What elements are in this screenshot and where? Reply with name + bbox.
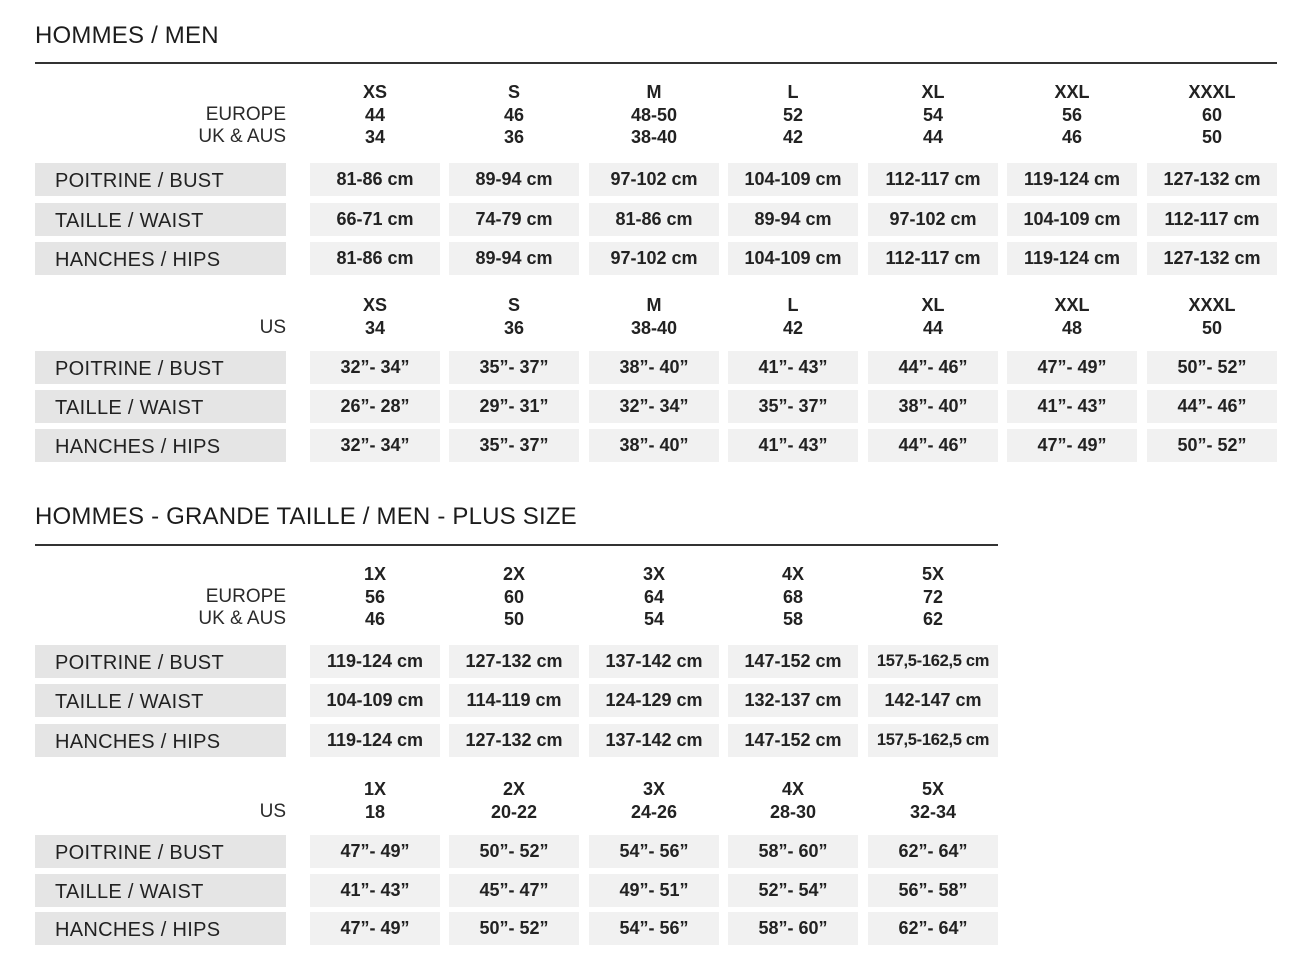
- men-title-rule: [35, 62, 1277, 64]
- table-cell: 41”- 43”: [310, 874, 440, 907]
- size-header: 4X: [781, 779, 805, 799]
- plus-title-rule: [35, 544, 998, 546]
- table-cell: 89-94 cm: [449, 163, 579, 196]
- men-metric-label-europe: EUROPE: [205, 104, 286, 125]
- us-size: 42: [782, 318, 804, 338]
- table-cell: 58”- 60”: [728, 835, 858, 868]
- row-label-bust: POITRINE / BUST: [35, 835, 286, 868]
- row-label-hips: HANCHES / HIPS: [35, 429, 286, 462]
- row-label-waist: TAILLE / WAIST: [35, 874, 286, 907]
- size-header: 2X: [502, 779, 526, 799]
- table-cell: 142-147 cm: [868, 684, 998, 717]
- size-header: 3X: [642, 564, 666, 584]
- uk-size: 62: [922, 609, 944, 629]
- table-cell: 50”- 52”: [1147, 429, 1277, 462]
- europe-size: 54: [922, 105, 944, 125]
- table-cell: 89-94 cm: [449, 242, 579, 275]
- europe-size: 46: [503, 105, 525, 125]
- table-cell: 47”- 49”: [1007, 429, 1137, 462]
- table-cell: 58”- 60”: [728, 912, 858, 945]
- table-cell: 62”- 64”: [868, 835, 998, 868]
- size-header: 3X: [642, 779, 666, 799]
- table-cell: 119-124 cm: [1007, 242, 1137, 275]
- table-cell: 26”- 28”: [310, 390, 440, 423]
- table-cell: 89-94 cm: [728, 203, 858, 236]
- table-cell: 38”- 40”: [589, 351, 719, 384]
- plus-section-title: [35, 503, 577, 531]
- row-label-waist: TAILLE / WAIST: [35, 203, 286, 236]
- table-cell: 29”- 31”: [449, 390, 579, 423]
- size-header: M: [646, 295, 662, 315]
- table-cell: 50”- 52”: [449, 912, 579, 945]
- europe-size: 72: [922, 587, 944, 607]
- europe-size: 48-50: [630, 105, 678, 125]
- uk-size: 46: [364, 609, 386, 629]
- men-metric-label-uk: UK & AUS: [198, 126, 286, 147]
- table-cell: 112-117 cm: [868, 242, 998, 275]
- us-size: 24-26: [630, 802, 678, 822]
- men-section-title: [35, 22, 219, 50]
- table-cell: 35”- 37”: [449, 429, 579, 462]
- table-cell: 104-109 cm: [310, 684, 440, 717]
- size-header: XXL: [1054, 295, 1090, 315]
- size-header: 1X: [363, 564, 387, 584]
- uk-size: 54: [643, 609, 665, 629]
- size-header: L: [787, 82, 799, 102]
- table-cell: 127-132 cm: [1147, 163, 1277, 196]
- us-size: 34: [364, 318, 386, 338]
- size-header: S: [507, 82, 520, 102]
- table-cell: 119-124 cm: [310, 724, 440, 757]
- table-cell: 114-119 cm: [449, 684, 579, 717]
- uk-size: 50: [503, 609, 525, 629]
- size-header: XXXL: [1188, 295, 1236, 315]
- table-cell: 47”- 49”: [310, 835, 440, 868]
- table-cell: 50”- 52”: [1147, 351, 1277, 384]
- table-cell: 41”- 43”: [728, 429, 858, 462]
- row-label-waist: TAILLE / WAIST: [35, 390, 286, 423]
- table-cell: 44”- 46”: [1147, 390, 1277, 423]
- row-label-waist: TAILLE / WAIST: [35, 684, 286, 717]
- size-header: M: [646, 82, 662, 102]
- uk-size: 36: [503, 127, 525, 147]
- table-cell: 97-102 cm: [868, 203, 998, 236]
- plus-title-plus-size: - PLUS SIZE: [430, 503, 577, 530]
- table-cell: 32”- 34”: [310, 429, 440, 462]
- size-header: XS: [362, 82, 387, 102]
- table-cell: 97-102 cm: [589, 242, 719, 275]
- table-cell: 157,5-162,5 cm: [868, 645, 998, 678]
- table-cell: 32”- 34”: [589, 390, 719, 423]
- row-label-bust: POITRINE / BUST: [35, 645, 286, 678]
- table-cell: 47”- 49”: [310, 912, 440, 945]
- row-label-bust: POITRINE / BUST: [35, 351, 286, 384]
- table-cell: 41”- 43”: [1007, 390, 1137, 423]
- row-label-hips: HANCHES / HIPS: [35, 912, 286, 945]
- table-cell: 74-79 cm: [449, 203, 579, 236]
- uk-size: 34: [364, 127, 386, 147]
- table-cell: 66-71 cm: [310, 203, 440, 236]
- table-cell: 124-129 cm: [589, 684, 719, 717]
- table-cell: 54”- 56”: [589, 912, 719, 945]
- europe-size: 52: [782, 105, 804, 125]
- size-header: 4X: [781, 564, 805, 584]
- table-cell: 81-86 cm: [589, 203, 719, 236]
- table-cell: 38”- 40”: [589, 429, 719, 462]
- men-us-label: US: [259, 317, 286, 338]
- table-cell: 32”- 34”: [310, 351, 440, 384]
- uk-size: 38-40: [630, 127, 678, 147]
- table-cell: 112-117 cm: [1147, 203, 1277, 236]
- us-size: 20-22: [490, 802, 538, 822]
- table-cell: 35”- 37”: [449, 351, 579, 384]
- europe-size: 60: [503, 587, 525, 607]
- table-cell: 44”- 46”: [868, 351, 998, 384]
- table-cell: 137-142 cm: [589, 645, 719, 678]
- table-cell: 104-109 cm: [1007, 203, 1137, 236]
- table-cell: 45”- 47”: [449, 874, 579, 907]
- us-size: 18: [364, 802, 386, 822]
- size-header: XL: [921, 295, 945, 315]
- table-cell: 119-124 cm: [1007, 163, 1137, 196]
- table-cell: 127-132 cm: [1147, 242, 1277, 275]
- europe-size: 56: [1061, 105, 1083, 125]
- table-cell: 56”- 58”: [868, 874, 998, 907]
- size-header: XXXL: [1188, 82, 1236, 102]
- size-header: XL: [921, 82, 945, 102]
- size-header: S: [507, 295, 520, 315]
- europe-size: 60: [1201, 105, 1223, 125]
- table-cell: 127-132 cm: [449, 645, 579, 678]
- row-label-bust: POITRINE / BUST: [35, 163, 286, 196]
- table-cell: 50”- 52”: [449, 835, 579, 868]
- europe-size: 56: [364, 587, 386, 607]
- us-size: 50: [1201, 318, 1223, 338]
- plus-title-men: MEN: [376, 503, 431, 530]
- table-cell: 137-142 cm: [589, 724, 719, 757]
- table-cell: 52”- 54”: [728, 874, 858, 907]
- table-cell: 147-152 cm: [728, 724, 858, 757]
- table-cell: 119-124 cm: [310, 645, 440, 678]
- uk-size: 44: [922, 127, 944, 147]
- row-label-hips: HANCHES / HIPS: [35, 242, 286, 275]
- us-size: 28-30: [769, 802, 817, 822]
- table-cell: 81-86 cm: [310, 163, 440, 196]
- size-header: 1X: [363, 779, 387, 799]
- table-cell: 35”- 37”: [728, 390, 858, 423]
- table-cell: 49”- 51”: [589, 874, 719, 907]
- europe-size: 64: [643, 587, 665, 607]
- size-header: 5X: [921, 564, 945, 584]
- table-cell: 104-109 cm: [728, 163, 858, 196]
- size-header: 2X: [502, 564, 526, 584]
- us-size: 44: [922, 318, 944, 338]
- plus-metric-label-uk: UK & AUS: [198, 608, 286, 629]
- table-cell: 104-109 cm: [728, 242, 858, 275]
- table-cell: 62”- 64”: [868, 912, 998, 945]
- table-cell: 132-137 cm: [728, 684, 858, 717]
- size-header: XS: [362, 295, 387, 315]
- uk-size: 42: [782, 127, 804, 147]
- us-size: 32-34: [909, 802, 957, 822]
- uk-size: 58: [782, 609, 804, 629]
- us-size: 38-40: [630, 318, 678, 338]
- men-title-text: HOMMES / MEN: [35, 22, 219, 49]
- table-cell: 54”- 56”: [589, 835, 719, 868]
- us-size: 36: [503, 318, 525, 338]
- table-cell: 127-132 cm: [449, 724, 579, 757]
- table-cell: 147-152 cm: [728, 645, 858, 678]
- size-header: XXL: [1054, 82, 1090, 102]
- plus-metric-label-europe: EUROPE: [205, 586, 286, 607]
- table-cell: 81-86 cm: [310, 242, 440, 275]
- uk-size: 50: [1201, 127, 1223, 147]
- table-cell: 41”- 43”: [728, 351, 858, 384]
- plus-us-label: US: [259, 801, 286, 822]
- size-header: 5X: [921, 779, 945, 799]
- us-size: 48: [1061, 318, 1083, 338]
- table-cell: 44”- 46”: [868, 429, 998, 462]
- table-cell: 112-117 cm: [868, 163, 998, 196]
- europe-size: 44: [364, 105, 386, 125]
- europe-size: 68: [782, 587, 804, 607]
- plus-title-hommes: HOMMES: [35, 503, 145, 530]
- plus-title-grande-taille: - GRANDE TAILLE /: [144, 503, 377, 530]
- uk-size: 46: [1061, 127, 1083, 147]
- table-cell: 97-102 cm: [589, 163, 719, 196]
- table-cell: 47”- 49”: [1007, 351, 1137, 384]
- table-cell: 157,5-162,5 cm: [868, 724, 998, 757]
- table-cell: 38”- 40”: [868, 390, 998, 423]
- row-label-hips: HANCHES / HIPS: [35, 724, 286, 757]
- size-header: L: [787, 295, 799, 315]
